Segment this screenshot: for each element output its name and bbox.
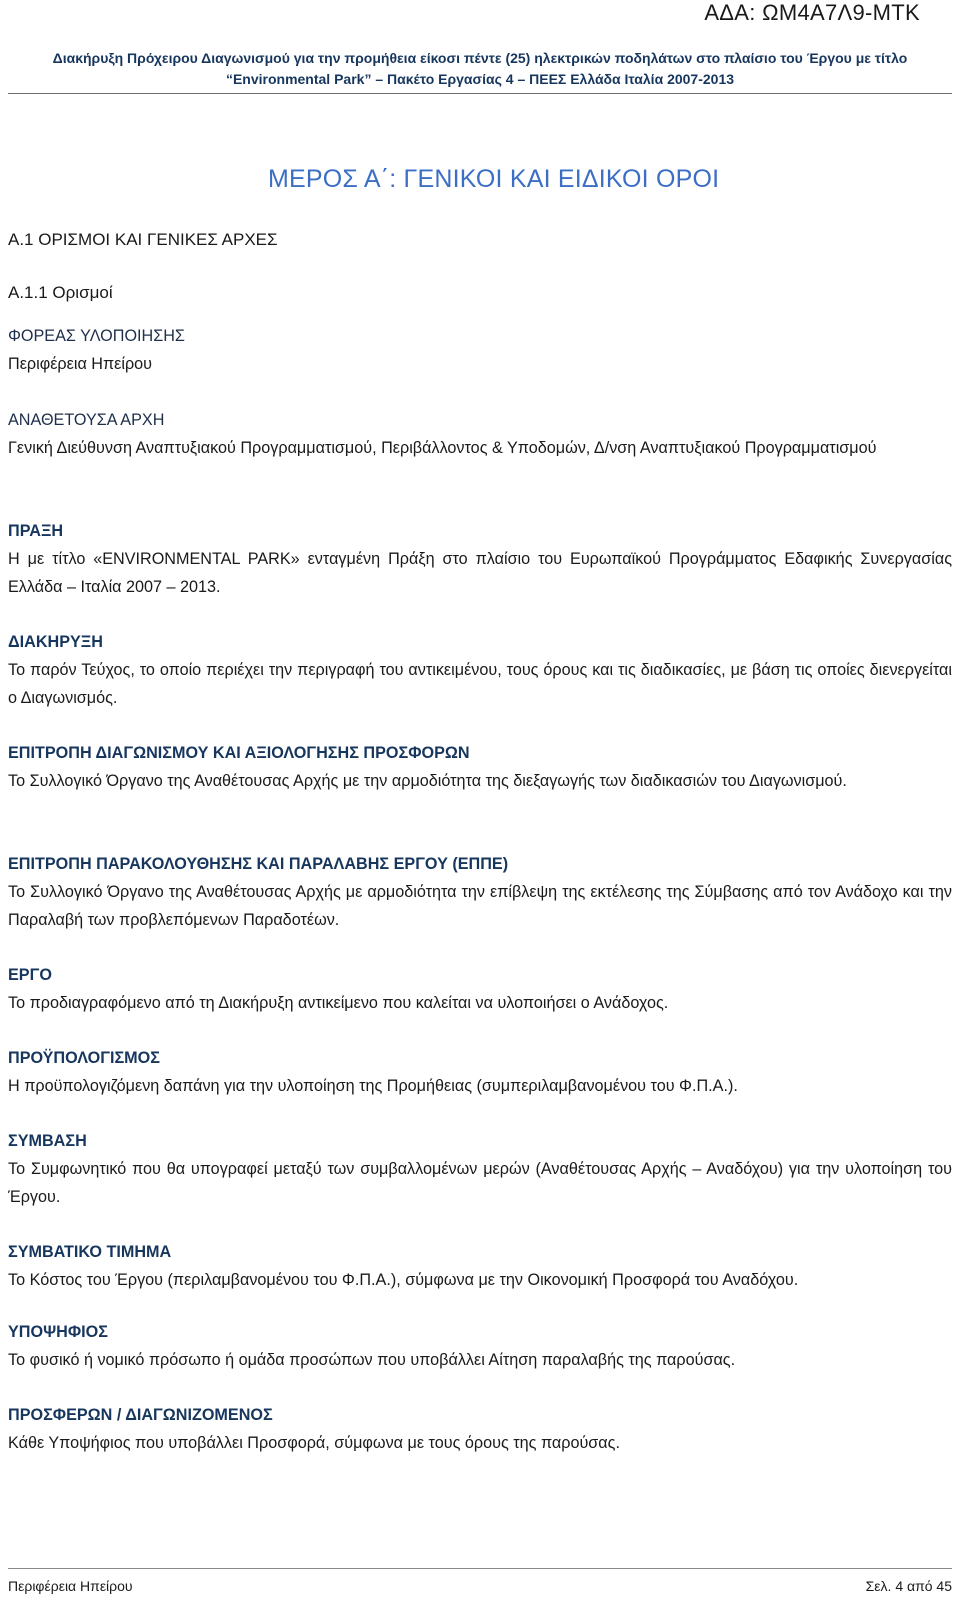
definition-text: Η με τίτλο «ENVIRONMENTAL PARK» ενταγμένη Πράξη στο πλαίσιο του Ευρωπαϊκού Προγράμματος Εδαφικής Συνεργασίας Ελλάδα – Ιταλία 2007 – 2013. [8, 550, 952, 596]
section-title-a1: Α.1 ΟΡΙΣΜΟΙ ΚΑΙ ΓΕΝΙΚΕΣ ΑΡΧΕΣ [8, 230, 278, 249]
definition-term: ΔΙΑΚΗΡΥΞΗ [8, 633, 103, 651]
definition-text: Το Συλλογικό Όργανο της Αναθέτουσας Αρχής με την αρμοδιότητα της διεξαγωγής των διαδικασιών του Διαγωνισμού. [8, 772, 847, 790]
definition-term: ΕΠΙΤΡΟΠΗ ΔΙΑΓΩΝΙΣΜΟΥ ΚΑΙ ΑΞΙΟΛΟΓΗΣΗΣ ΠΡΟΣΦΟΡΩΝ [8, 744, 470, 762]
definition-item [8, 1401, 952, 1457]
definition-item [8, 850, 952, 934]
ada-code: ΑΔΑ: ΩΜ4Α7Λ9-ΜΤΚ [704, 0, 920, 25]
definition-text: Γενική Διεύθυνση Αναπτυξιακού Προγραμματισμού, Περιβάλλοντος & Υποδομών, Δ/νση Αναπτυξιακού Προγραμματισμού [8, 439, 877, 457]
definition-item [8, 628, 952, 712]
definition-text: Το φυσικό ή νομικό πρόσωπο ή ομάδα προσώπων που υποβάλλει Αίτηση παραλαβής της παρούσας. [8, 1351, 736, 1369]
definition-term: ΠΡΟΫΠΟΛΟΓΙΣΜΟΣ [8, 1049, 160, 1067]
page-number: Σελ. 4 από 45 [865, 1578, 952, 1594]
definition-item [8, 1044, 952, 1100]
definition-item [8, 517, 952, 601]
definition-item [8, 1127, 952, 1211]
definition-term: ΦΟΡΕΑΣ ΥΛΟΠΟΙΗΣΗΣ [8, 327, 185, 345]
footer-divider [8, 1568, 952, 1569]
definition-term: ΠΡΑΞΗ [8, 522, 64, 540]
definition-term: ΕΠΙΤΡΟΠΗ ΠΑΡΑΚΟΛΟΥΘΗΣΗΣ ΚΑΙ ΠΑΡΑΛΑΒΗΣ ΕΡΓΟΥ (ΕΠΠΕ) [8, 855, 509, 873]
definition-item [8, 1318, 952, 1374]
definition-text: Το Κόστος του Έργου (περιλαμβανομένου του Φ.Π.Α.), σύμφωνα με την Οικονομική Προσφορά του Αναδόχου. [8, 1271, 799, 1289]
definition-term: ΣΥΜΒΑΤΙΚΟ ΤΙΜΗΜΑ [8, 1243, 172, 1261]
header-divider [8, 93, 952, 94]
definition-item [8, 322, 952, 378]
header-line-2: “Environmental Park” – Πακέτο Εργασίας 4 – ΠΕΕΣ Ελλάδα Ιταλία 2007-2013 [225, 71, 735, 87]
definition-item [8, 1238, 952, 1294]
definition-item [8, 961, 952, 1017]
definition-term: ΣΥΜΒΑΣΗ [8, 1132, 87, 1150]
part-title: ΜΕΡΟΣ Α΄: ΓΕΝΙΚΟΙ ΚΑΙ ΕΙΔΙΚΟΙ ΟΡΟΙ [268, 165, 720, 193]
definition-term: ΠΡΟΣΦΕΡΩΝ / ΔΙΑΓΩΝΙΖΟΜΕΝΟΣ [8, 1406, 273, 1424]
definition-text: Κάθε Υποψήφιος που υποβάλλει Προσφορά, σύμφωνα με τους όρους της παρούσας. [8, 1434, 620, 1452]
definition-term: ΥΠΟΨΗΦΙΟΣ [8, 1323, 108, 1341]
header-line-1: Διακήρυξη Πρόχειρου Διαγωνισμού για την προμήθεια είκοσι πέντε (25) ηλεκτρικών ποδηλάτων στο πλαίσιο του Έργου με τίτλο [52, 50, 908, 66]
definition-text: Το προδιαγραφόμενο από τη Διακήρυξη αντικείμενο που καλείται να υλοποιήσει ο Ανάδοχος. [8, 994, 669, 1012]
definition-item [8, 739, 952, 795]
definition-term: ΑΝΑΘΕΤΟΥΣΑ ΑΡΧΗ [8, 411, 165, 429]
definition-item [8, 406, 952, 462]
definition-text: Το Συμφωνητικό που θα υπογραφεί μεταξύ των συμβαλλομένων μερών (Αναθέτουσας Αρχής – Αναδόχου) για την υλοποίηση του Έργου. [8, 1160, 952, 1206]
definition-term: ΕΡΓΟ [8, 966, 52, 984]
definition-text: Η προϋπολογιζόμενη δαπάνη για την υλοποίηση της Προμήθειας (συμπεριλαμβανομένου του Φ.Π.Α.). [8, 1077, 738, 1095]
definition-text: Το Συλλογικό Όργανο της Αναθέτουσας Αρχής με αρμοδιότητα την επίβλεψη της εκτέλεσης της Σύμβασης από τον Ανάδοχο και την Παραλαβή των προβλεπόμενων Παραδοτέων. [8, 883, 952, 929]
definition-text: Περιφέρεια Ηπείρου [8, 355, 153, 373]
definition-text: Το παρόν Τεύχος, το οποίο περιέχει την περιγραφή του αντικειμένου, τους όρους και τις διαδικασίες, με βάση τις οποίες διενεργείται ο Διαγωνισμός. [8, 661, 952, 707]
section-title-a11: Α.1.1 Ορισμοί [8, 283, 113, 302]
document-header [0, 48, 960, 90]
footer-organization: Περιφέρεια Ηπείρου [8, 1578, 133, 1594]
